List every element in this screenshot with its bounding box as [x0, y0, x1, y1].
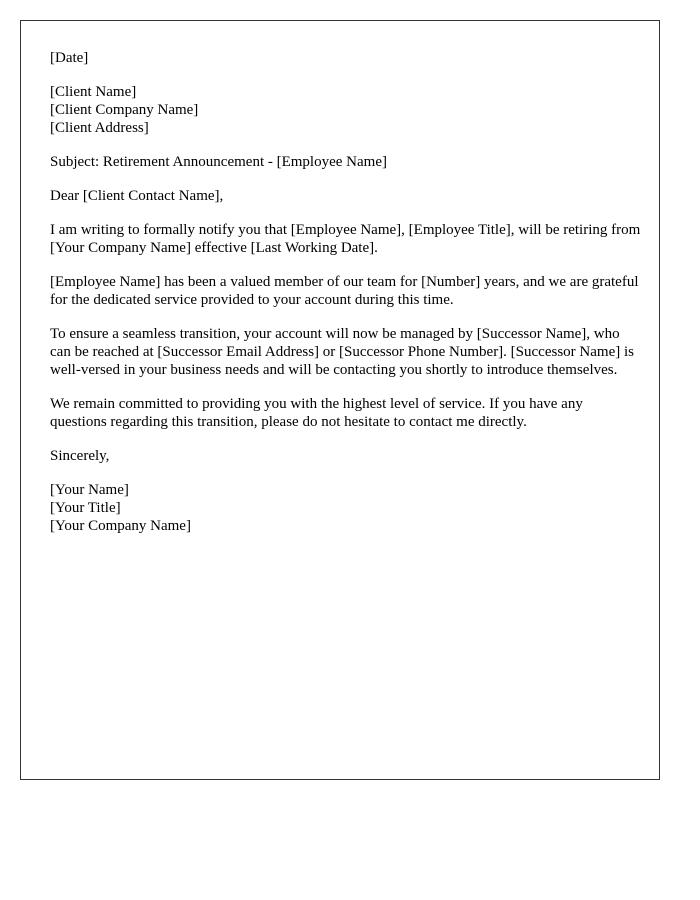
paragraph-commitment: We remain committed to providing you with the highest level of service. If you have any questions regarding this transition, please do not hesitate to contact me directly. — [50, 396, 583, 430]
letter-body — [50, 49, 642, 551]
letter-salutation: Dear [Client Contact Name], — [50, 188, 224, 204]
paragraph-appreciation: [Employee Name] has been a valued member of our team for [Number] years, and we are grateful for the dedicated service provided to your account during this time. — [50, 274, 639, 308]
letter-date-block — [50, 49, 642, 67]
recipient-block — [50, 83, 642, 137]
closing-block — [50, 447, 642, 465]
letter-subject: Subject: Retirement Announcement - [Employee Name] — [50, 154, 387, 170]
signature-company: [Your Company Name] — [50, 518, 191, 534]
subject-block — [50, 153, 642, 171]
signature-title: [Your Title] — [50, 500, 121, 516]
letter-page — [20, 20, 660, 780]
signature-block — [50, 481, 642, 535]
recipient-name: [Client Name] — [50, 84, 137, 100]
signature-name: [Your Name] — [50, 482, 129, 498]
paragraph-transition: To ensure a seamless transition, your account will now be managed by [Successor Name], who can be reached at [Successor Email Address] or [Successor Phone Number]. [Successor Name] is well-versed in your business needs and will be contacting you shortly to introduce themselves. — [50, 326, 634, 378]
letter-date: [Date] — [50, 50, 89, 66]
paragraph-notification: I am writing to formally notify you that [Employee Name], [Employee Title], will be retiring from [Your Company Name] effective [Last Working Date]. — [50, 222, 641, 256]
salutation-block — [50, 187, 642, 205]
letter-closing: Sincerely, — [50, 448, 110, 464]
recipient-address: [Client Address] — [50, 120, 149, 136]
recipient-company: [Client Company Name] — [50, 102, 199, 118]
